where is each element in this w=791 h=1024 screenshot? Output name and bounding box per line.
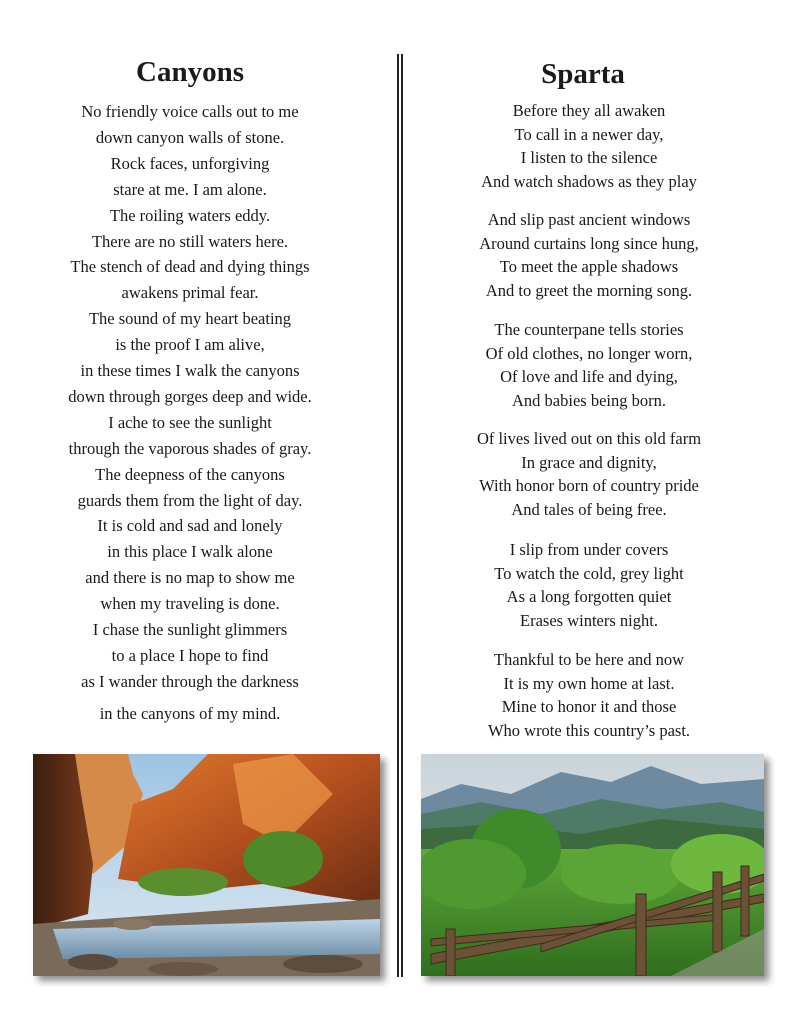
poem-line: Mine to honor it and those	[501, 697, 677, 716]
poem-line: The sound of my heart beating	[88, 309, 292, 329]
poem-line: With honor born of country pride	[479, 476, 699, 495]
poem-line: as I wander through the darkness	[81, 671, 299, 691]
poem-line: is the proof I am alive,	[115, 335, 265, 355]
poem-line: To call in a newer day,	[514, 124, 664, 144]
canyon-river-photo	[33, 754, 380, 976]
poem-line: Erases winters night.	[520, 610, 658, 630]
poem-line: awakens primal fear.	[121, 283, 259, 303]
poem-line: And tales of being free.	[511, 499, 667, 519]
poem-line: in the canyons of my mind.	[99, 703, 281, 723]
poem-line: down through gorges deep and wide.	[68, 386, 312, 406]
poem-line: down canyon walls of stone.	[95, 127, 285, 147]
poem-line: I listen to the silence	[520, 148, 658, 167]
poem-line: Of lives lived out on this old farm	[476, 429, 702, 448]
poem-line: And to greet the morning song.	[485, 280, 693, 300]
poem-line: when my traveling is done.	[100, 594, 280, 614]
poem-line: No friendly voice calls out to me	[81, 102, 299, 121]
poem-line: To meet the apple shadows	[499, 257, 679, 276]
poem-line: And slip past ancient windows	[487, 210, 691, 229]
poem-line: through the vaporous shades of gray.	[68, 438, 312, 458]
poem-line: I chase the sunlight glimmers	[92, 620, 288, 639]
mountain-fence-photo	[421, 754, 764, 976]
poem-line: I ache to see the sunlight	[108, 412, 272, 432]
poem-line: Of old clothes, no longer worn,	[485, 343, 693, 363]
poem-line: Of love and life and dying,	[500, 367, 678, 386]
poem-line: The counterpane tells stories	[494, 320, 684, 339]
poem-line: Who wrote this country’s past.	[487, 720, 691, 740]
poem-line: It is my own home at last.	[503, 673, 675, 693]
poem-line: stare at me. I am alone.	[113, 179, 267, 199]
poem-line: Before they all awaken	[512, 101, 666, 120]
poem-line: The stench of dead and dying things	[70, 257, 310, 277]
poem-line: The roiling waters eddy.	[109, 205, 271, 225]
poem-line: And babies being born.	[512, 390, 666, 410]
poem-line: In grace and dignity,	[521, 452, 657, 472]
poem-line: Thankful to be here and now	[493, 650, 685, 669]
poem-title: Canyons	[136, 56, 244, 88]
poem-line: Around curtains long since hung,	[479, 233, 699, 253]
poem-line: There are no still waters here.	[91, 231, 289, 251]
poem-line: As a long forgotten quiet	[506, 587, 672, 606]
poem-line: to a place I hope to find	[111, 645, 269, 665]
poem-line: It is cold and sad and lonely	[97, 516, 283, 536]
poem-title: Sparta	[541, 58, 625, 90]
poem-line: And watch shadows as they play	[481, 171, 697, 191]
poem-line: guards them from the light of day.	[77, 490, 303, 510]
poem-line: in this place I walk alone	[107, 542, 273, 562]
poem-line: in these times I walk the canyons	[80, 361, 300, 380]
poem-line: To watch the cold, grey light	[494, 563, 684, 583]
poem-line: Rock faces, unforgiving	[110, 153, 270, 173]
poem-line: The deepness of the canyons	[95, 464, 285, 484]
poem-line: I slip from under covers	[509, 540, 669, 559]
poem-line: and there is no map to show me	[85, 568, 295, 588]
